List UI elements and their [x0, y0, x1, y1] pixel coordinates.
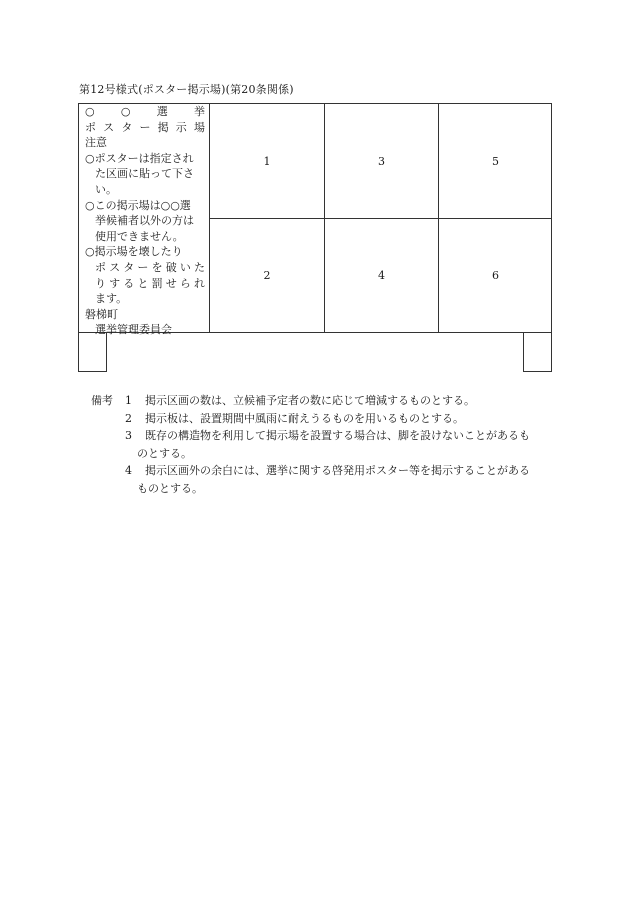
- remark-item-4: [91, 462, 561, 497]
- notice-heading: 注意: [85, 136, 107, 150]
- notice-item-3-line-1: ○掲示場を壊したり: [85, 245, 183, 259]
- notice-committee: 選挙管理委員会: [95, 323, 172, 337]
- remark-text-line-1: 掲示区画外の余白には、選挙に関する啓発用ポスター等を掲示することがある: [145, 464, 530, 477]
- remark-text: 掲示区画の数は、立候補予定者の数に応じて増減するものとする。: [145, 394, 475, 407]
- remark-number: 2: [125, 411, 132, 425]
- notice-town: 磐梯町: [85, 307, 118, 321]
- remark-text-line-2: のとする。: [137, 446, 192, 460]
- poster-section-grid: [210, 104, 552, 332]
- notice-item-3-line-2: ポ ス タ ー を 破 い た: [95, 260, 205, 274]
- board-leg-left: [78, 333, 107, 372]
- remark-number: 3: [125, 429, 132, 442]
- remark-text-line-1: 既存の構造物を利用して掲示場を設置する場合は、脚を設けないことがあるも: [145, 429, 530, 442]
- remark-number: 4: [125, 464, 132, 477]
- remark-text-line-2: ものとする。: [137, 481, 203, 495]
- form-title: 第12号様式(ポスター掲示場)(第20条関係): [79, 83, 294, 96]
- notice-item-3-line-3: り す る と 罰 せ ら れ: [95, 276, 205, 290]
- notice-item-2-line-2: 挙候補者以外の方は: [95, 214, 194, 228]
- poster-section-3: 3: [324, 104, 438, 218]
- remark-number: 1: [125, 394, 132, 407]
- remark-text: [125, 427, 561, 462]
- notice-panel: [79, 104, 210, 337]
- notice-line-poster-board: ポ ス タ ー 掲 示 場: [85, 120, 205, 134]
- poster-section-1: 1: [263, 154, 271, 168]
- remark-text: [125, 462, 561, 497]
- board-leg-right: [523, 333, 552, 372]
- poster-section-6: 6: [438, 218, 552, 332]
- remarks: [91, 392, 561, 497]
- notice-item-2-line-1: ○この掲示場は○○選: [85, 198, 191, 212]
- poster-board: [78, 103, 552, 337]
- notice-item-2-line-3: 使用できません。: [95, 229, 184, 243]
- notice-item-1-line-1: ○ポスターは指定され: [85, 151, 194, 165]
- poster-section-4: 4: [324, 218, 438, 332]
- poster-section-5: 5: [438, 104, 552, 218]
- notice-item-1-line-2: た区画に貼って下さ: [95, 167, 194, 181]
- remark-item-3: [91, 427, 561, 462]
- remark-item-2: [91, 410, 561, 428]
- remark-item-1: [91, 392, 561, 410]
- poster-section-2: 2: [210, 218, 324, 332]
- notice-item-1-line-3: い。: [95, 182, 117, 196]
- notice-line-election: ○ ○ 選 挙: [85, 105, 205, 118]
- remarks-label: 備考: [91, 394, 113, 407]
- remark-text: 掲示板は、設置期間中風雨に耐えうるものを用いるものとする。: [145, 411, 464, 425]
- notice-item-3-line-4: ます。: [95, 292, 128, 306]
